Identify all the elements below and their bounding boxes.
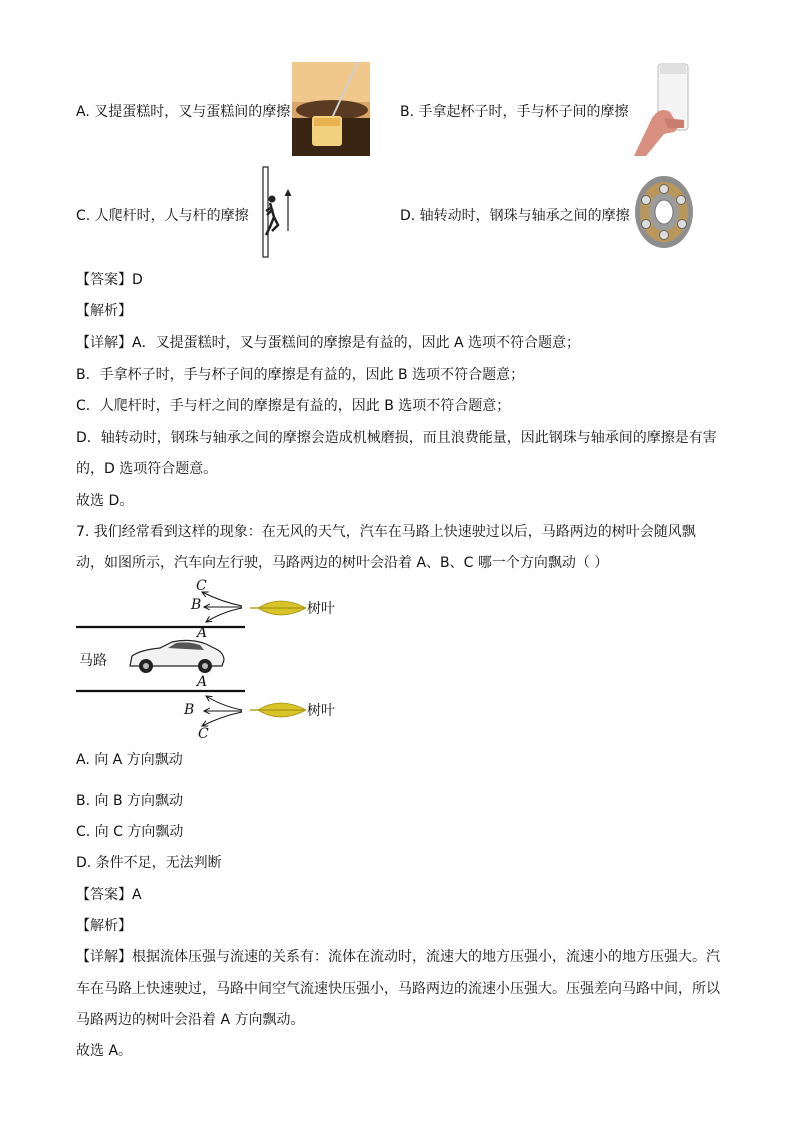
bottom-leaf-icon	[250, 703, 306, 717]
q7-option-b: B. 向 B 方向飘动	[76, 793, 184, 809]
q6-option-b: B. 手拿起杯子时，手与杯子间的摩擦	[400, 104, 629, 120]
q6-analysis-label: 【解析】	[76, 303, 132, 319]
top-label-c: C	[196, 578, 207, 594]
q6-option-a: A. 叉提蛋糕时，叉与蛋糕间的摩擦	[76, 104, 291, 120]
top-arrow-a	[206, 608, 242, 622]
q6-detail-line-4: D．轴转动时，钢珠与轴承之间的摩擦会造成机械磨损，而且浪费能量，因此钢珠与轴承间的摩擦是有害	[76, 430, 717, 446]
road-label: 马路	[79, 653, 107, 669]
ball-bearing-photo	[632, 172, 694, 250]
q6-conclusion: 故选 D。	[76, 493, 134, 509]
hand-holding-cup-photo	[630, 62, 694, 156]
q6-detail-line-3: C．人爬杆时，手与杆之间的摩擦是有益的，因此 B 选项不符合题意；	[76, 398, 511, 414]
q6-answer: 【答案】D	[76, 272, 143, 288]
q6-detail-line-2: B．手拿杯子时，手与杯子间的摩擦是有益的，因此 B 选项不符合题意；	[76, 367, 525, 383]
road-leaf-diagram	[0, 570, 794, 750]
q7-option-a: A. 向 A 方向飘动	[76, 752, 183, 768]
q7-answer: 【答案】A	[76, 887, 142, 903]
cake-fork-photo	[292, 62, 370, 156]
top-leaf-icon	[250, 601, 306, 615]
q7-detail-line-3: 马路两边的树叶会沿着 A 方向飘动。	[76, 1012, 305, 1028]
q7-stem-line-2: 动，如图所示，汽车向左行驶，马路两边的树叶会沿着 A、B、C 哪一个方向飘动（ ）	[76, 555, 609, 571]
q6-detail-line-1: 【详解】A．叉提蛋糕时，叉与蛋糕间的摩擦是有益的，因此 A 选项不符合题意；	[76, 335, 581, 351]
bottom-label-b: B	[184, 702, 195, 718]
q7-conclusion: 故选 A。	[76, 1043, 133, 1059]
top-leaf-label: 树叶	[307, 601, 335, 617]
q7-analysis-label: 【解析】	[76, 918, 132, 934]
q6-detail-line-5: 的，D 选项符合题意。	[76, 461, 218, 477]
top-arrow-c	[202, 592, 242, 606]
bottom-label-a: A	[197, 674, 208, 690]
top-label-a: A	[197, 625, 208, 641]
q7-option-d: D. 条件不足，无法判断	[76, 855, 222, 871]
pole-climbing-figure	[256, 165, 296, 260]
bottom-arrow-a	[206, 696, 242, 710]
top-label-b: B	[191, 597, 202, 613]
q7-detail-line-2: 车在马路上快速驶过，马路中间空气流速快压强小，马路两边的流速小压强大。压强差向马路中间，所以	[76, 981, 720, 997]
q6-option-c: C. 人爬杆时，人与杆的摩擦	[76, 208, 249, 224]
q7-detail-line-1: 【详解】根据流体压强与流速的关系有：流体在流动时，流速大的地方压强小，流速小的地方压强大。汽	[76, 949, 720, 965]
q7-option-c: C. 向 C 方向飘动	[76, 824, 184, 840]
bottom-leaf-label: 树叶	[307, 703, 335, 719]
q6-option-d: D. 轴转动时，钢珠与轴承之间的摩擦	[400, 208, 630, 224]
q7-stem-line-1: 7. 我们经常看到这样的现象：在无风的天气，汽车在马路上快速驶过以后，马路两边的树叶会随风飘	[76, 524, 696, 540]
bottom-label-c: C	[198, 726, 209, 742]
bottom-arrow-c	[202, 712, 242, 726]
car-icon	[130, 640, 224, 673]
